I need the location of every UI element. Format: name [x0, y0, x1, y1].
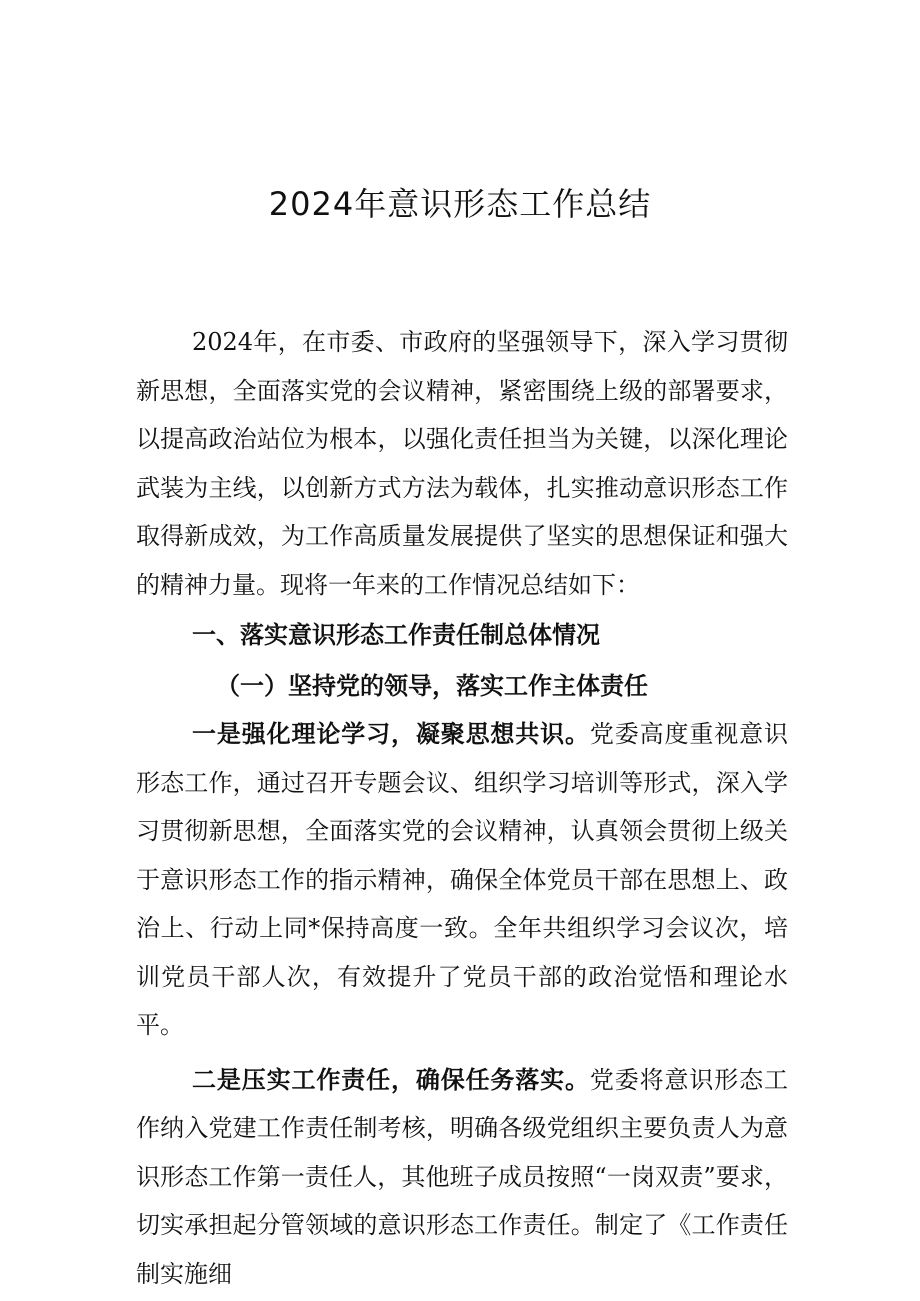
paragraph-2-body: 党委将意识形态工作纳入党建工作责任制考核，明确各级党组织主要负责人为意识形态工作第一责任人，其他班子成员按照“一岗双责”要求，切实承担起分管领域的意识形态工作责任。制定了《工作责任制实施细 [136, 1065, 789, 1288]
paragraph-1 [136, 710, 788, 1050]
section-heading: 一、落实意识形态工作责任制总体情况 [192, 620, 600, 649]
paragraph-2-lead: 二是压实工作责任，确保任务落实。 [192, 1064, 590, 1094]
document-title: 2024年意识形态工作总结 [268, 185, 652, 223]
paragraph-1-body: 党委高度重视意识形态工作，通过召开专题会议、组织学习培训等形式，深入学习贯彻新思想，全面落实党的会议精神，认真领会贯彻上级关于意识形态工作的指示精神，确保全体党员干部在思想上、政治上、行动上同*保持高度一致。全年共组织学习会议次，培训党员干部人次，有效提升了党员干部的政治觉悟和理论水平。 [136, 720, 789, 1039]
paragraph-1-lead: 一是强化理论学习，凝聚思想共识。 [192, 719, 590, 748]
subsection-heading: （一）坚持党的领导，落实工作主体责任 [216, 670, 648, 700]
intro-paragraph: 2024年，在市委、市政府的坚强领导下，深入学习贯彻新思想，全面落实党的会议精神，紧密围绕上级的部署要求，以提高政治站位为根本，以强化责任担当为关键，以深化理论武装为主线，以创新方式方法为载体，扎实推动意识形态工作取得新成效，为工作高质量发展提供了坚实的思想保证和强大的精神力量。现将一年来的工作情况总结如下： [136, 328, 788, 599]
document-body [136, 318, 788, 1298]
paragraph-2 [136, 1056, 788, 1299]
